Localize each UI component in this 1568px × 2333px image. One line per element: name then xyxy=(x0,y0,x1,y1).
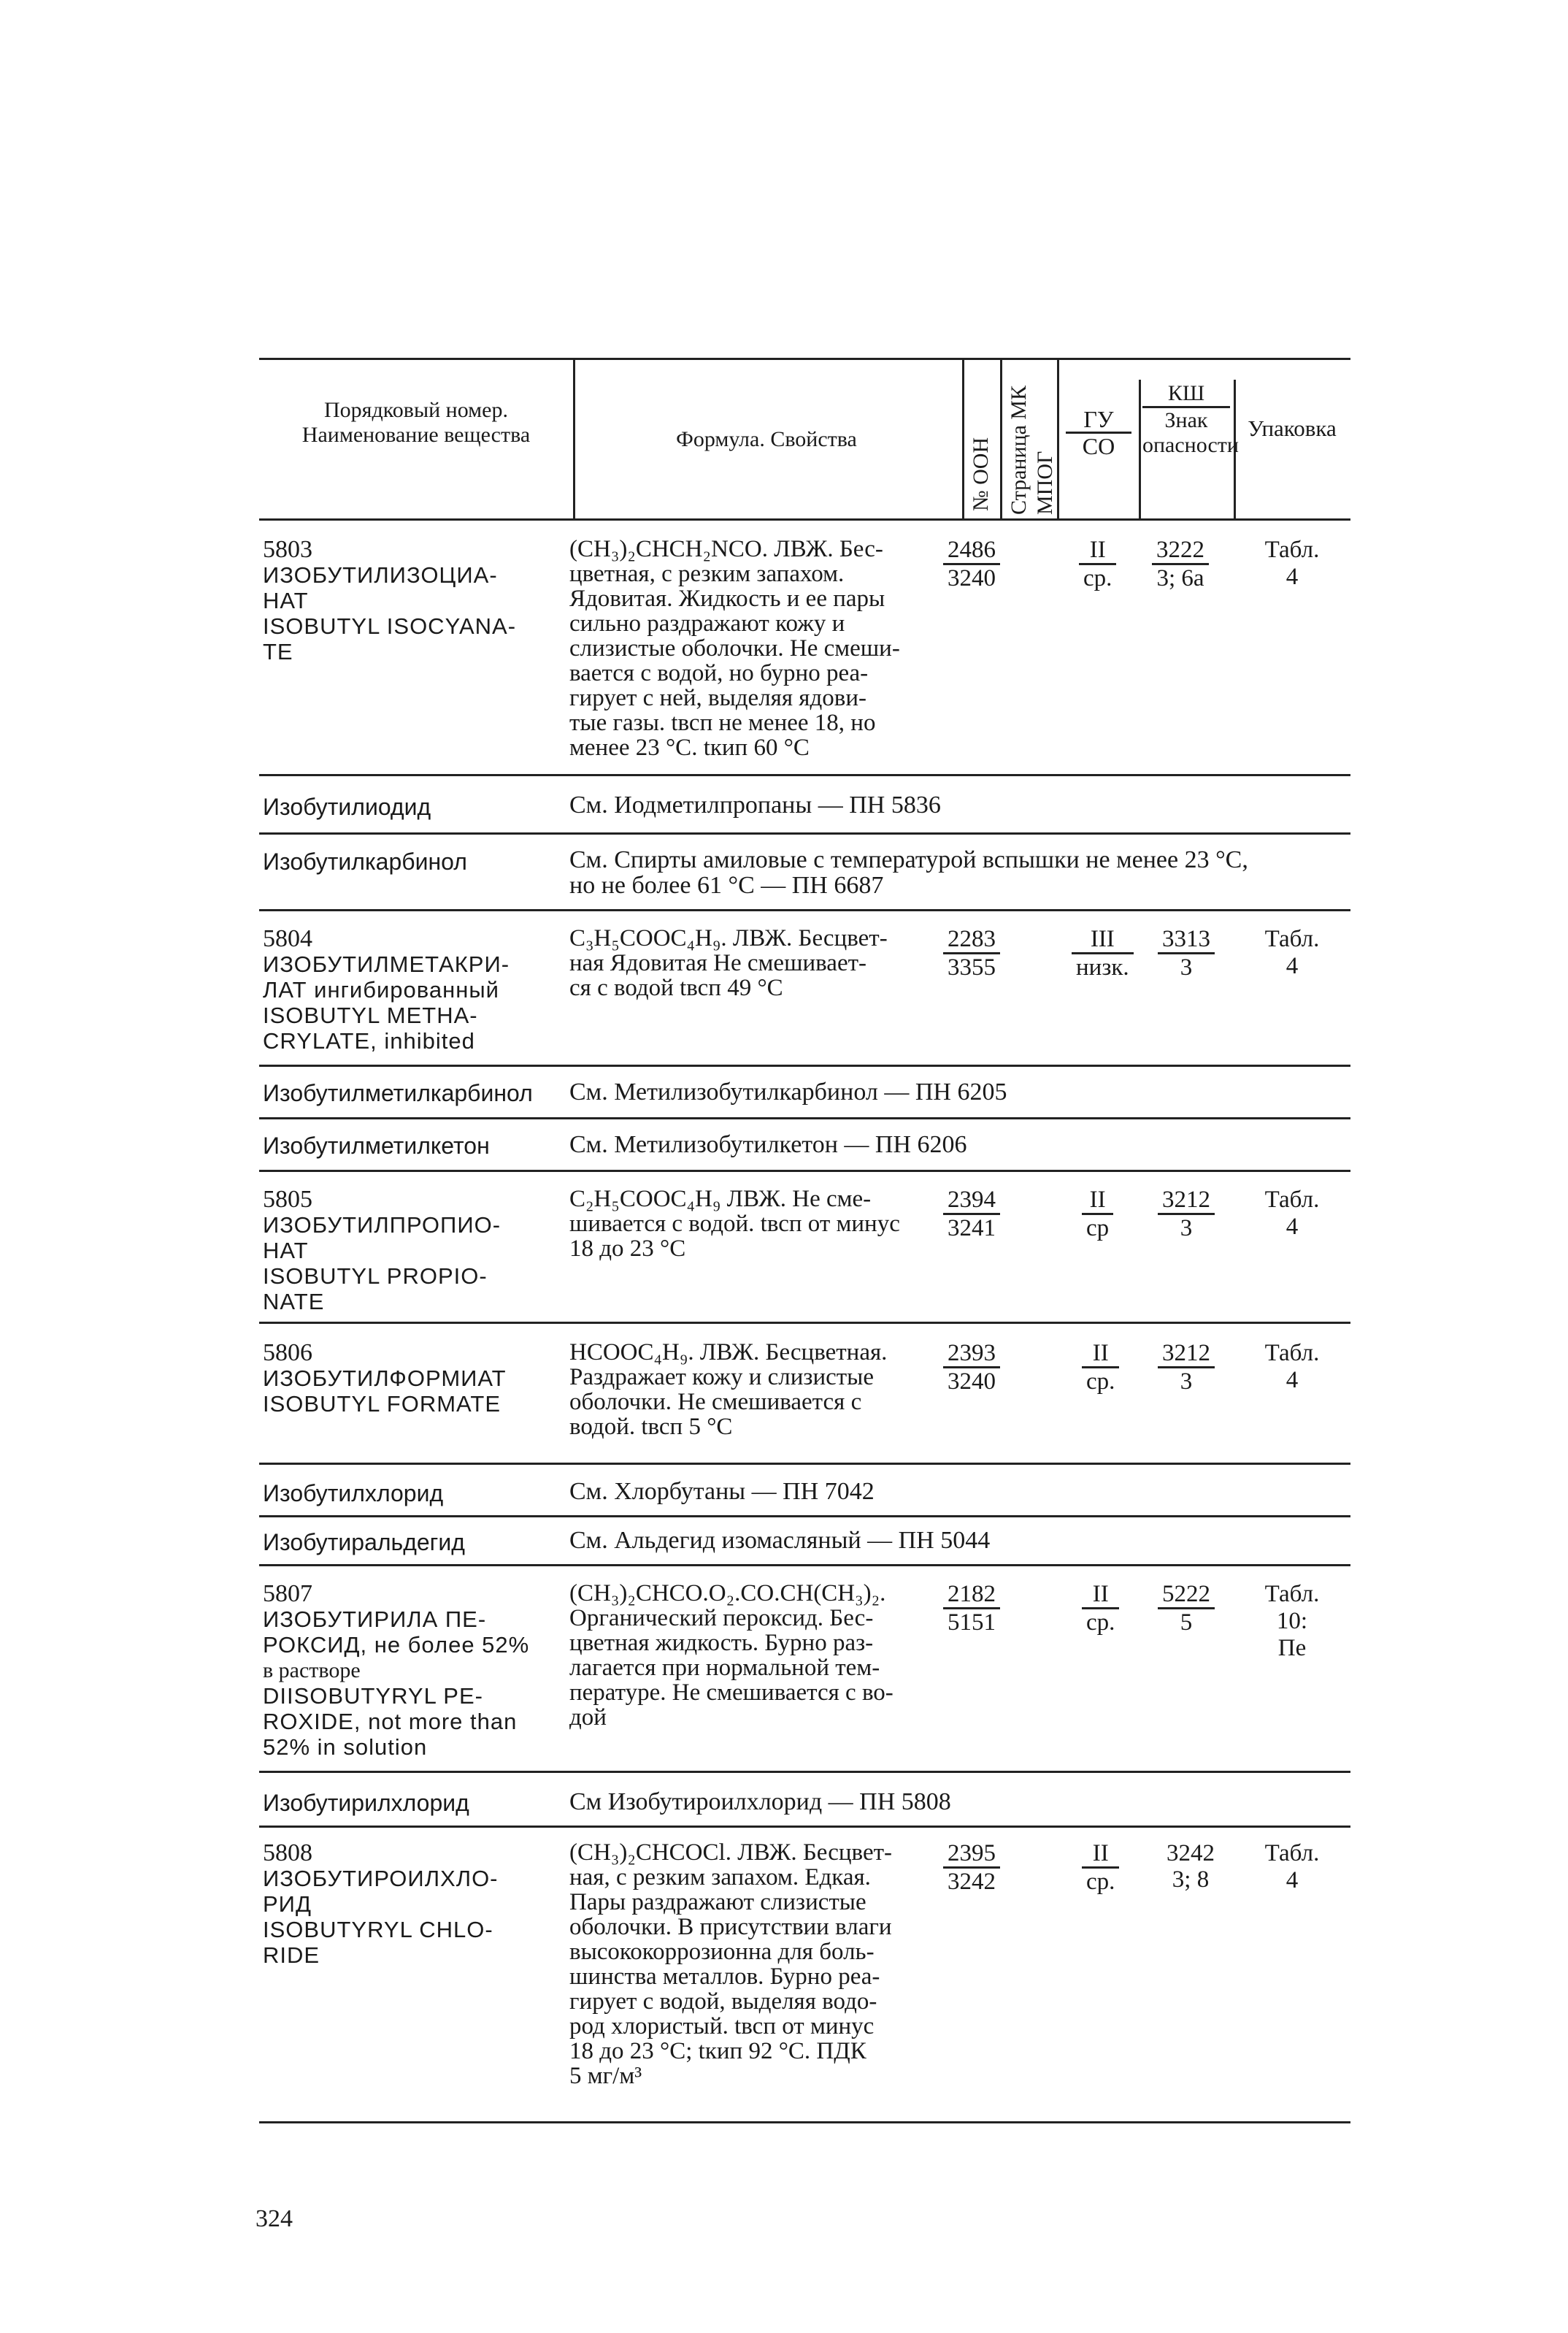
packaging-line: Пе xyxy=(1277,1635,1307,1661)
gu-co-fraction xyxy=(1072,926,1134,981)
name-ru: ИЗОБУТИРОИЛХЛО- xyxy=(263,1866,499,1891)
gu-value: II xyxy=(1082,1340,1119,1368)
un-number: 2486 xyxy=(943,537,1000,565)
hazard-sign: 3 xyxy=(1180,954,1193,981)
ksh-sign-fraction xyxy=(1158,1187,1215,1241)
ksh-value: 3242 xyxy=(1167,1840,1215,1866)
co-value: ср. xyxy=(1083,565,1112,591)
section-rule xyxy=(259,1170,1350,1172)
xref-target: но не более 61 °С — ПН 6687 xyxy=(569,872,884,899)
un-number: 2393 xyxy=(943,1340,1000,1368)
properties-line: дой xyxy=(569,1704,607,1731)
packaging-line: 4 xyxy=(1285,564,1299,590)
properties-line: тые газы. tвсп не менее 18, но xyxy=(569,710,876,736)
properties-line: 5 мг/м³ xyxy=(569,2063,642,2089)
un-page-fraction xyxy=(943,537,1000,591)
header-divider xyxy=(962,358,964,520)
properties-line: вается с водой, но бурно реа- xyxy=(569,660,869,686)
header-divider xyxy=(1000,358,1002,520)
properties-line: (CH₃)₂CHCO.O₂.CO.CH(CH₃)₂. xyxy=(569,1580,886,1606)
name-en: ISOBUTYL ISOCYANA- xyxy=(263,613,517,639)
header-col-un: № ООН xyxy=(969,437,993,511)
name-ru: РОКСИД, не более 52% xyxy=(263,1632,530,1658)
properties-line: HCOOC₄H₉. ЛВЖ. Бесцветная. xyxy=(569,1339,888,1365)
header-col-name: Порядковый номер. Наименование вещества xyxy=(301,398,531,447)
properties-line: C₃H₅COOC₄H₉. ЛВЖ. Бесцвет- xyxy=(569,925,888,951)
name-ru: ИЗОБУТИЛФОРМИАТ xyxy=(263,1365,507,1391)
header-col-ksh xyxy=(1142,381,1239,458)
properties-line: сильно раздражают кожу и xyxy=(569,610,845,637)
properties-line: (CH₃)₂CHCH₂NCO. ЛВЖ. Бес- xyxy=(569,536,883,562)
mk-page: 3355 xyxy=(948,954,996,981)
properties-line: 18 до 23 °С; tкип 92 °С. ПДК xyxy=(569,2038,866,2064)
xref-target: См. Спирты амиловые с температурой вспышки не менее 23 °С, xyxy=(569,846,1248,873)
section-rule xyxy=(259,832,1350,835)
xref-term: Изобутиральдегид xyxy=(263,1529,465,1555)
properties-line: ная, с резким запахом. Едкая. xyxy=(569,1864,871,1890)
ksh-value: 3222 xyxy=(1152,537,1209,565)
name-en: ISOBUTYL METHA- xyxy=(263,1003,478,1028)
name-en: 52% in solution xyxy=(263,1734,428,1760)
packaging-line: 4 xyxy=(1285,1867,1299,1893)
packaging xyxy=(1248,1340,1336,1394)
name-en: NATE xyxy=(263,1289,325,1314)
ksh-sign-fraction xyxy=(1158,926,1215,981)
mk-page: 5151 xyxy=(948,1609,996,1636)
name-ru: НАТ xyxy=(263,1238,309,1263)
header-col-gu xyxy=(1066,407,1131,459)
ksh-sign-fraction xyxy=(1162,1840,1219,1893)
entry-number: 5807 xyxy=(263,1580,312,1607)
section-rule xyxy=(259,909,1350,911)
entry-number: 5804 xyxy=(263,925,312,952)
header-col-formula: Формула. Свойства xyxy=(676,427,857,451)
name-ru: НАТ xyxy=(263,588,309,613)
section-rule xyxy=(259,774,1350,776)
header-divider xyxy=(1139,380,1141,520)
entry-number: 5805 xyxy=(263,1186,312,1213)
properties-line: гирует с ней, выделяя ядови- xyxy=(569,685,866,711)
section-rule xyxy=(259,1564,1350,1566)
ksh-sign-fraction xyxy=(1158,1581,1215,1636)
gu-value: II xyxy=(1082,1581,1119,1609)
name-ru: ИЗОБУТИЛПРОПИО- xyxy=(263,1212,501,1238)
header-co: СО xyxy=(1082,433,1115,459)
name-ru: ИЗОБУТИЛМЕТАКРИ- xyxy=(263,951,510,977)
name-en: ROXIDE, not more than xyxy=(263,1709,518,1734)
name-en: ISOBUTYL PROPIO- xyxy=(263,1263,488,1289)
hazard-sign: 3 xyxy=(1180,1215,1193,1241)
properties-line: менее 23 °С. tкип 60 °С xyxy=(569,735,810,761)
xref-term: Изобутилметилкетон xyxy=(263,1133,490,1159)
co-value: ср. xyxy=(1086,1609,1115,1636)
section-rule xyxy=(259,1322,1350,1324)
packaging-line: Табл. xyxy=(1264,926,1320,952)
gu-co-fraction xyxy=(1082,1340,1119,1395)
properties-line: оболочки. Не смешивается с xyxy=(569,1389,862,1415)
un-number: 2394 xyxy=(943,1187,1000,1215)
section-rule xyxy=(259,1826,1350,1828)
mk-page: 3241 xyxy=(948,1215,996,1241)
properties-line: Органический пероксид. Бес- xyxy=(569,1605,874,1631)
properties-line: 18 до 23 °С xyxy=(569,1236,686,1262)
un-page-fraction xyxy=(943,1581,1000,1636)
properties-line: шивается с водой. tвсп от минус xyxy=(569,1211,900,1237)
properties-line: слизистые оболочки. Не смеши- xyxy=(569,635,900,662)
un-page-fraction xyxy=(943,1840,1000,1895)
properties-line: цветная жидкость. Бурно раз- xyxy=(569,1630,874,1656)
properties-line: Раздражает кожу и слизистые xyxy=(569,1364,874,1390)
properties-line: шинства металлов. Бурно реа- xyxy=(569,1964,880,1990)
section-rule xyxy=(259,1117,1350,1119)
properties-line: ная Ядовитая Не смешивает- xyxy=(569,950,867,976)
ksh-sign-fraction xyxy=(1158,1340,1215,1395)
properties-line: гирует с водой, выделяя водо- xyxy=(569,1988,877,2015)
name-en: DIISOBUTYRYL PE- xyxy=(263,1683,483,1709)
packaging xyxy=(1248,537,1336,591)
co-value: ср xyxy=(1086,1215,1110,1241)
mk-page: 3240 xyxy=(948,1368,996,1395)
name-en: RIDE xyxy=(263,1942,320,1968)
header-ksh: КШ xyxy=(1142,381,1230,408)
name-ru: ЛАТ ингибированный xyxy=(263,977,499,1003)
properties-line: пературе. Не смешивается с во- xyxy=(569,1679,893,1706)
properties-line: ся с водой tвсп 49 °С xyxy=(569,975,783,1001)
header-divider xyxy=(573,358,575,520)
ksh-sign-fraction xyxy=(1152,537,1209,591)
properties-line: высококоррозионна для боль- xyxy=(569,1939,875,1965)
properties-line: лагается при нормальной тем- xyxy=(569,1655,880,1681)
hazard-sign: 3; 8 xyxy=(1172,1866,1210,1893)
name-ru: ИЗОБУТИЛИЗОЦИА- xyxy=(263,562,498,588)
properties-line: (CH₃)₂CHCOCl. ЛВЖ. Бесцвет- xyxy=(569,1839,893,1866)
xref-target: См. Иодметилпропаны — ПН 5836 xyxy=(569,792,941,819)
xref-term: Изобутирилхлорид xyxy=(263,1790,469,1816)
properties-line: цветная, с резким запахом. xyxy=(569,561,845,587)
gu-value: II xyxy=(1079,537,1116,565)
xref-target: См. Хлорбутаны — ПН 7042 xyxy=(569,1478,875,1505)
un-page-fraction xyxy=(943,926,1000,981)
header-col-pack: Упаковка xyxy=(1248,415,1337,441)
header-gu: ГУ xyxy=(1066,407,1131,434)
name-en: TE xyxy=(263,639,293,664)
co-value: низк. xyxy=(1076,954,1129,981)
xref-term: Изобутилкарбинол xyxy=(263,848,467,875)
properties-line: род хлористый. tвсп от минус xyxy=(569,2013,875,2039)
ksh-value: 3313 xyxy=(1158,926,1215,954)
packaging-line: Табл. xyxy=(1264,1840,1320,1866)
name-en: ISOBUTYRYL CHLO- xyxy=(263,1917,493,1942)
entry-number: 5806 xyxy=(263,1339,312,1366)
header-sign: Знак опасности xyxy=(1142,408,1239,457)
name-ru: ИЗОБУТИРИЛА ПЕ- xyxy=(263,1606,487,1632)
packaging xyxy=(1248,1840,1336,1894)
packaging-line: Табл. xyxy=(1264,1187,1320,1213)
header-bottom-rule xyxy=(259,518,1350,521)
co-value: ср. xyxy=(1086,1869,1115,1895)
packaging-line: 4 xyxy=(1285,1214,1299,1240)
hazard-sign: 3 xyxy=(1180,1368,1193,1395)
un-number: 2182 xyxy=(943,1581,1000,1609)
xref-term: Изобутилиодид xyxy=(263,794,431,820)
gu-value: III xyxy=(1072,926,1134,954)
gu-co-fraction xyxy=(1082,1187,1113,1241)
gu-co-fraction xyxy=(1079,537,1116,591)
header-col-page: Страница МК МПОГ xyxy=(1007,385,1057,515)
un-page-fraction xyxy=(943,1340,1000,1395)
packaging xyxy=(1248,926,1336,980)
section-rule xyxy=(259,1771,1350,1773)
xref-target: См. Альдегид изомасляный — ПН 5044 xyxy=(569,1527,991,1554)
ksh-value: 3212 xyxy=(1158,1340,1215,1368)
header-top-rule xyxy=(259,358,1350,360)
co-value: ср. xyxy=(1086,1368,1115,1395)
un-number: 2395 xyxy=(943,1840,1000,1869)
un-page-fraction xyxy=(943,1187,1000,1241)
name-en: CRYLATE, inhibited xyxy=(263,1028,475,1054)
properties-line: Пары раздражают слизистые xyxy=(569,1889,866,1915)
mk-page: 3240 xyxy=(948,565,996,591)
gu-value: II xyxy=(1082,1840,1119,1869)
xref-target: См. Метилизобутилкарбинол — ПН 6205 xyxy=(569,1079,1007,1106)
packaging-line: Табл. xyxy=(1264,1581,1320,1607)
properties-line: оболочки. В присутствии влаги xyxy=(569,1914,892,1940)
packaging-line: 4 xyxy=(1285,953,1299,979)
packaging xyxy=(1248,1187,1336,1241)
mk-page: 3242 xyxy=(948,1869,996,1895)
page-number: 324 xyxy=(255,2205,293,2232)
properties-line: Ядовитая. Жидкость и ее пары xyxy=(569,586,885,612)
xref-target: См. Метилизобутилкетон — ПН 6206 xyxy=(569,1131,967,1158)
ksh-value: 5222 xyxy=(1158,1581,1215,1609)
name-ru: в растворе xyxy=(263,1658,361,1682)
gu-co-fraction xyxy=(1082,1840,1119,1895)
hazard-sign: 5 xyxy=(1180,1609,1193,1636)
hazard-sign: 3; 6а xyxy=(1156,565,1204,591)
packaging-line: Табл. xyxy=(1264,1340,1320,1366)
packaging-line: 4 xyxy=(1285,1367,1299,1393)
xref-target: См Изобутироилхлорид — ПН 5808 xyxy=(569,1788,951,1815)
section-rule xyxy=(259,1463,1350,1465)
section-rule xyxy=(259,2121,1350,2123)
gu-co-fraction xyxy=(1082,1581,1119,1636)
properties-line: водой. tвсп 5 °С xyxy=(569,1414,733,1440)
entry-number: 5803 xyxy=(263,536,312,563)
gu-value: II xyxy=(1082,1187,1113,1215)
properties-line: C₂H₅COOC₄H₉ ЛВЖ. Не сме- xyxy=(569,1186,872,1212)
packaging-line: Табл. xyxy=(1264,537,1320,563)
section-rule xyxy=(259,1515,1350,1517)
packaging xyxy=(1248,1581,1336,1662)
ksh-value: 3212 xyxy=(1158,1187,1215,1215)
name-ru: РИД xyxy=(263,1891,312,1917)
packaging-line: 10: xyxy=(1276,1608,1308,1634)
entry-number: 5808 xyxy=(263,1839,312,1866)
xref-term: Изобутилхлорид xyxy=(263,1480,444,1506)
section-rule xyxy=(259,1065,1350,1067)
xref-term: Изобутилметилкарбинол xyxy=(263,1080,533,1106)
un-number: 2283 xyxy=(943,926,1000,954)
name-en: ISOBUTYL FORMATE xyxy=(263,1391,501,1417)
